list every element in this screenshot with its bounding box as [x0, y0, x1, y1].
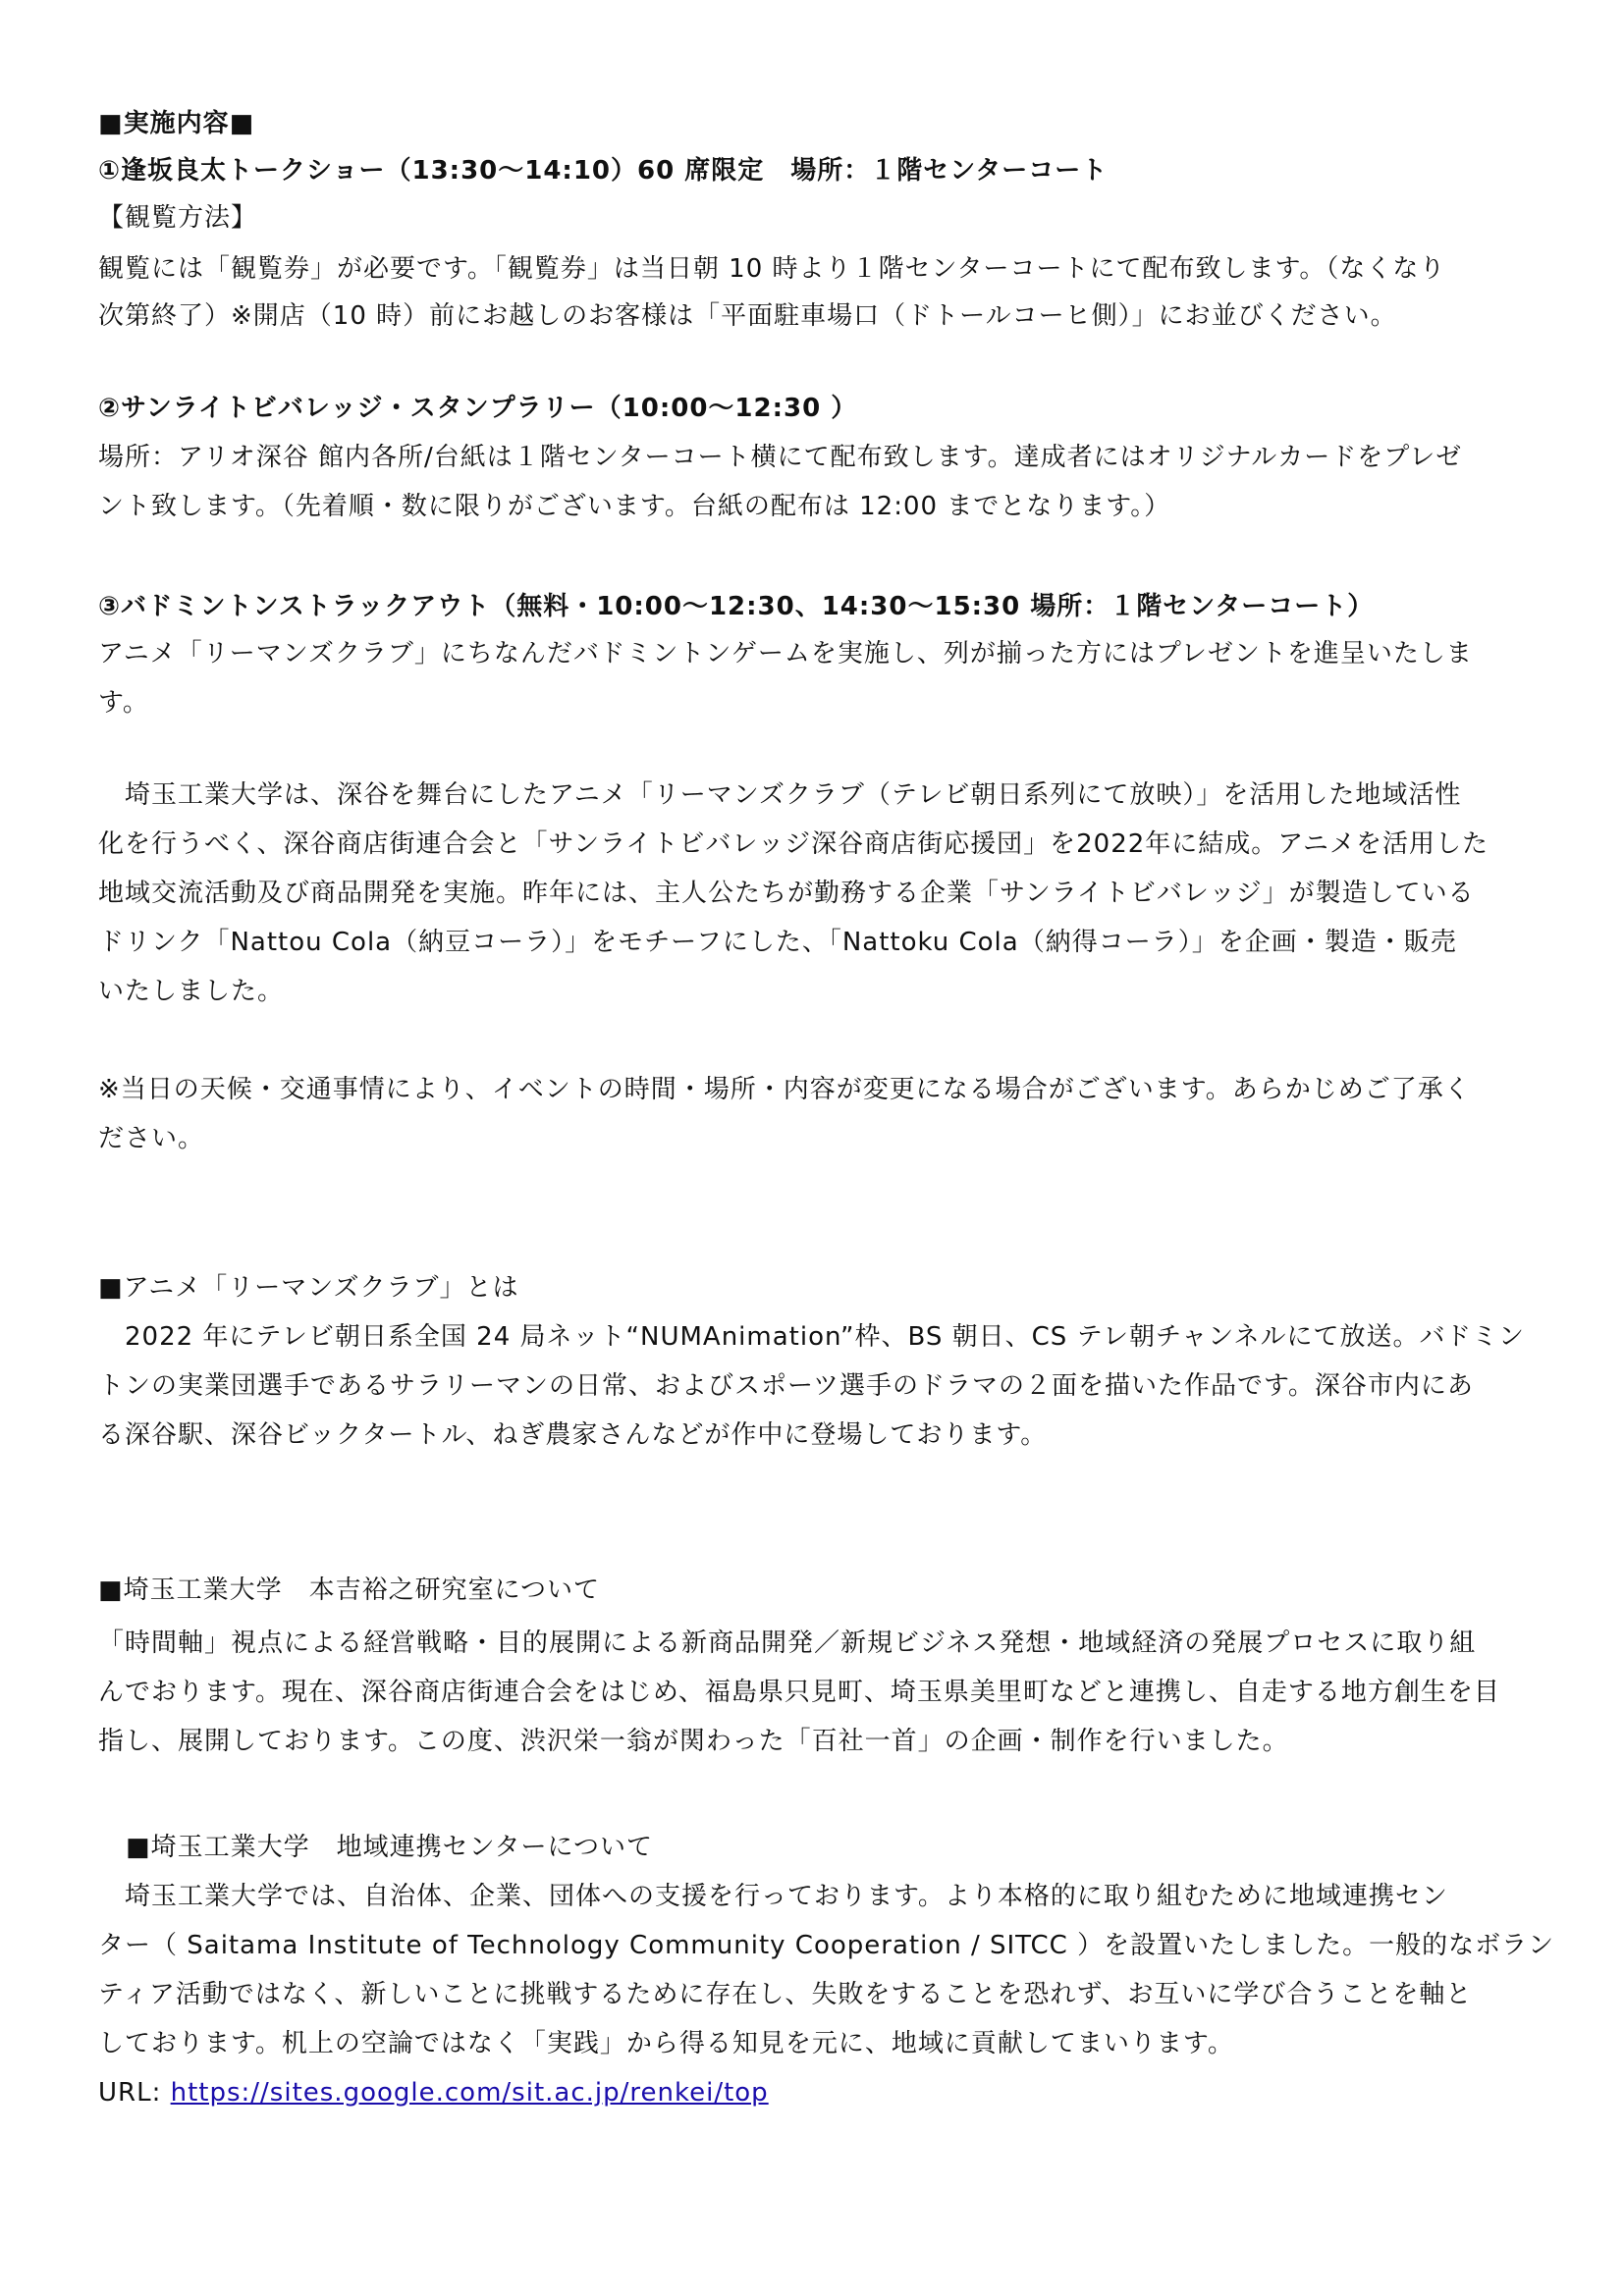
center-line-3: ティア活動ではなく、新しいことに挑戦するために存在し、失敗をすることを恐れず、お互いに学び合うことを軸と: [98, 1980, 1473, 2009]
anime-line-3: る深谷駅、深谷ビックタートル、ねぎ農家さんなどが作中に登場しております。: [98, 1420, 1048, 1450]
notice-line-2: ださい。: [98, 1124, 205, 1153]
stamp-line-2: ント致します。（先着順・数に限りがございます。台紙の配布は 12:00 までとなります。）: [98, 492, 1171, 521]
notice-line-1: ※当日の天候・交通事情により、イベントの時間・場所・内容が変更になる場合がございます。あらかじめご了承く: [98, 1075, 1471, 1104]
lab-heading: ■埼玉工業大学 本吉裕之研究室について: [98, 1575, 601, 1605]
talk-line-2: 次第終了）※開店（10 時）前にお越しのお客様は「平面駐車場口（ドトールコーヒ側）」にお並びください。: [98, 301, 1397, 331]
intro-line-1: 埼玉工業大学は、深谷を舞台にしたアニメ「リーマンズクラブ（テレビ朝日系列にて放映）」を活用した地域活性: [98, 780, 1462, 810]
intro-line-4: ドリンク「Nattou Cola（納豆コーラ）」をモチーフにした、「Nattoku Cola（納得コーラ）」を企画・製造・販売: [98, 928, 1457, 957]
badminton-line-1: アニメ「リーマンズクラブ」にちなんだバドミントンゲームを実施し、列が揃った方にはプレゼントを進呈いたしま: [98, 639, 1473, 668]
badminton-line-2: す。: [98, 688, 149, 718]
anime-heading: ■アニメ「リーマンズクラブ」とは: [98, 1273, 519, 1303]
intro-line-5: いたしました。: [98, 977, 285, 1006]
lab-line-1: 「時間軸」視点による経営戦略・目的展開による新商品開発／新規ビジネス発想・地域経済の発展プロセスに取り組: [98, 1629, 1477, 1658]
lab-line-3: 指し、展開しております。この度、渋沢栄一翁が関わった「百社一首」の企画・制作を行いました。: [98, 1727, 1289, 1756]
stamp-line-1: 場所：アリオ深谷 館内各所/台紙は１階センターコート横にて配布致します。達成者にはオリジナルカードをプレゼ: [98, 443, 1463, 472]
center-url-link[interactable]: https://sites.google.com/sit.ac.jp/renkei/top: [170, 2078, 769, 2108]
anime-line-1: 2022 年にテレビ朝日系全国 24 局ネット“NUMAnimation”枠、BS 朝日、CS テレ朝チャンネルにて放送。バドミン: [98, 1322, 1525, 1352]
stamp-title: ②サンライトビバレッジ・スタンプラリー（10:00～12:30 ）: [98, 394, 858, 423]
lab-line-2: んでおります。現在、深谷商店街連合会をはじめ、福島県只見町、埼玉県美里町などと連携し、自走する地方創生を目: [98, 1678, 1500, 1707]
center-line-4: しております。机上の空論ではなく「実践」から得る知見を元に、地域に貢献してまいります。: [98, 2029, 1234, 2058]
center-url-line: [98, 2075, 769, 2110]
center-line-2: ター（ Saitama Institute of Technology Community Cooperation / SITCC ）を設置いたしました。一般的なボラン: [98, 1931, 1555, 1960]
intro-line-3: 地域交流活動及び商品開発を実施。昨年には、主人公たちが勤務する企業「サンライトビバレッジ」が製造している: [98, 879, 1475, 908]
talk-title: ①逢坂良太トークショー（13:30～14:10）60 席限定 場所：１階センターコート: [98, 156, 1109, 186]
schedule-heading: ■実施内容■: [98, 109, 255, 138]
talk-line-1: 観覧には「観覧券」が必要です。「観覧券」は当日朝 10 時より１階センターコートにて配布致します。（なくなり: [98, 254, 1446, 284]
anime-line-2: トンの実業団選手であるサラリーマンの日常、およびスポーツ選手のドラマの２面を描いた作品です。深谷市内にあ: [98, 1371, 1474, 1401]
intro-line-2: 化を行うべく、深谷商店街連合会と「サンライトビバレッジ深谷商店街応援団」を2022年に結成。アニメを活用した: [98, 829, 1489, 859]
center-line-1: 埼玉工業大学では、自治体、企業、団体への支援を行っております。より本格的に取り組むために地域連携セン: [98, 1882, 1448, 1911]
center-heading: ■埼玉工業大学 地域連携センターについて: [126, 1833, 654, 1862]
badminton-title: ③バドミントンストラックアウト（無料・10:00～12:30、14:30～15:30 場所：１階センターコート）: [98, 592, 1375, 621]
talk-method-label: 【観覧方法】: [98, 203, 258, 233]
url-label: URL:: [98, 2078, 171, 2108]
